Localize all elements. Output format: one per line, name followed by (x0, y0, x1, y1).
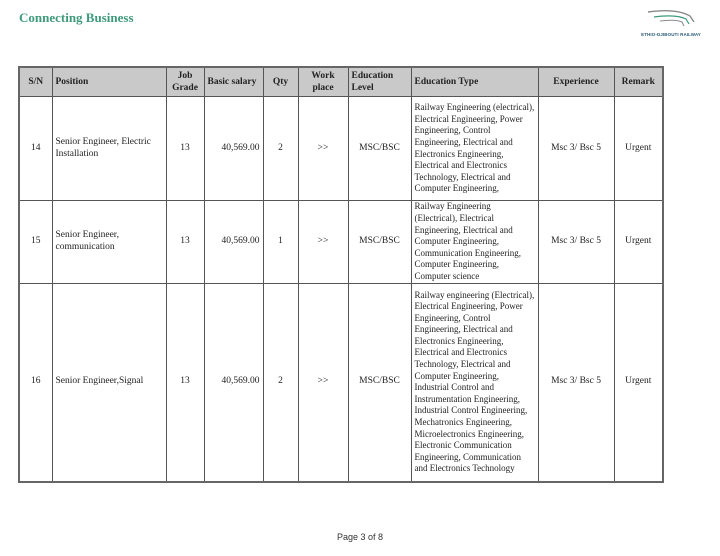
brand-title: Connecting Business (19, 10, 134, 25)
col-header-position: Position (52, 67, 166, 97)
col-header-qty: Qty (263, 67, 298, 97)
cell-work-place: >> (298, 284, 348, 482)
cell-job-grade: 13 (166, 201, 204, 284)
table-header-row (19, 67, 663, 97)
logo-text: ETHIO-DJIBOUTI RAILWAY (641, 32, 701, 37)
job-vacancy-table (18, 66, 664, 483)
cell-work-place: >> (298, 97, 348, 201)
cell-position: Senior Engineer, Electric Installation (52, 97, 166, 201)
page-number: Page 3 of 8 (336, 532, 384, 542)
cell-basic-salary: 40,569.00 (204, 284, 263, 482)
cell-work-place: >> (298, 201, 348, 284)
cell-remark: Urgent (614, 284, 663, 482)
table-row (19, 97, 663, 201)
cell-sn: 16 (19, 284, 52, 482)
col-header-sn: S/N (19, 67, 52, 97)
cell-education-level: MSC/BSC (348, 201, 411, 284)
cell-remark: Urgent (614, 97, 663, 201)
cell-sn: 15 (19, 201, 52, 284)
cell-position: Senior Engineer, communication (52, 201, 166, 284)
col-header-remark: Remark (614, 67, 663, 97)
rail-swoosh-icon (646, 8, 696, 30)
cell-position: Senior Engineer,Signal (52, 284, 166, 482)
cell-education-level: MSC/BSC (348, 284, 411, 482)
cell-experience: Msc 3/ Bsc 5 (538, 97, 614, 201)
cell-basic-salary: 40,569.00 (204, 201, 263, 284)
table-row (19, 284, 663, 482)
table-row (19, 201, 663, 284)
cell-education-type: Railway Engineering (electrical), Electrical Engineering, Power Engineering, Control Engineering, Electrical and Electronics Engineering, Electrical and Electronics Technology, Electrical and Computer Engineering, (411, 97, 538, 201)
cell-qty: 2 (263, 97, 298, 201)
col-header-education-level: Education Level (348, 67, 411, 97)
col-header-job-grade: Job Grade (166, 67, 204, 97)
railway-logo (636, 8, 706, 40)
cell-qty: 2 (263, 284, 298, 482)
col-header-experience: Experience (538, 67, 614, 97)
cell-qty: 1 (263, 201, 298, 284)
col-header-work-place: Work place (298, 67, 348, 97)
cell-remark: Urgent (614, 201, 663, 284)
cell-education-type: Railway Engineering (Electrical), Electrical Engineering, Electrical and Computer Engineering, Communication Engineering, Computer Engineering, Computer science (411, 201, 538, 284)
cell-basic-salary: 40,569.00 (204, 97, 263, 201)
cell-education-type: Railway engineering (Electrical), Electrical Engineering, Power Engineering, Control Engineering, Electrical and Electronics Engineering, Electrical and Electronics Technology, Electrical and Computer Engineering, Industrial Control and Instrumentation Engineering, Industrial Control Engineering, Mechatronics Engineering, Microelectronics Engineering, Electronic Communication Engineering, Communication and Electronics Technology (411, 284, 538, 482)
col-header-education-type: Education Type (411, 67, 538, 97)
cell-job-grade: 13 (166, 97, 204, 201)
cell-job-grade: 13 (166, 284, 204, 482)
cell-education-level: MSC/BSC (348, 97, 411, 201)
cell-experience: Msc 3/ Bsc 5 (538, 201, 614, 284)
cell-experience: Msc 3/ Bsc 5 (538, 284, 614, 482)
cell-sn: 14 (19, 97, 52, 201)
col-header-basic-salary: Basic salary (204, 67, 263, 97)
